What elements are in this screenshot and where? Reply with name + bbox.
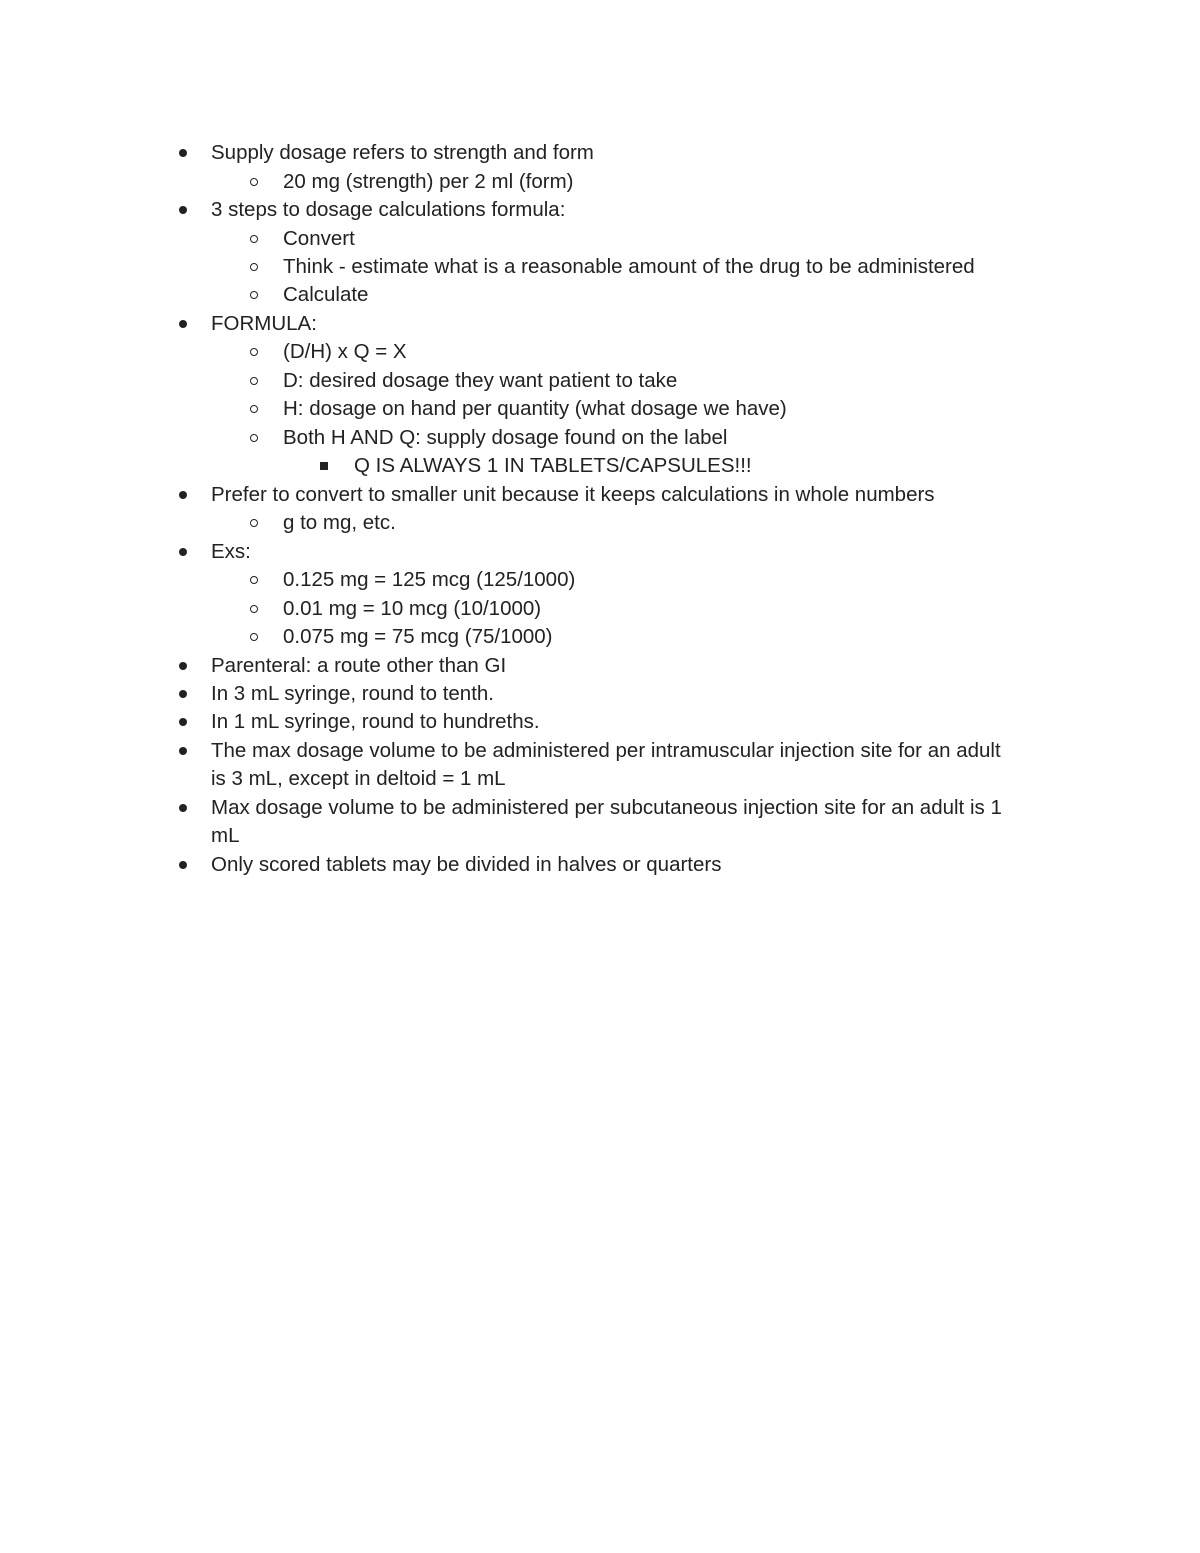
disc-bullet-icon bbox=[179, 690, 187, 698]
list-item-text: 0.01 mg = 10 mcg (10/1000) bbox=[283, 597, 542, 620]
disc-bullet-icon bbox=[179, 320, 187, 328]
list-item-text: 0.075 mg = 75 mcg (75/1000) bbox=[283, 625, 553, 648]
square-bullet-icon bbox=[320, 462, 328, 470]
list-item-text: is 3 mL, except in deltoid = 1 mL bbox=[211, 767, 506, 790]
list-item-text: Exs: bbox=[211, 540, 251, 563]
circle-bullet-icon bbox=[250, 576, 258, 584]
list-item-text: Supply dosage refers to strength and form bbox=[211, 141, 594, 164]
circle-bullet-icon bbox=[250, 633, 258, 641]
list-item-text: Max dosage volume to be administered per subcutaneous injection site for an adult is 1 bbox=[211, 796, 1002, 819]
list-item-text: H: dosage on hand per quantity (what dosage we have) bbox=[283, 397, 787, 420]
disc-bullet-icon bbox=[179, 206, 187, 214]
list-item-text: Q IS ALWAYS 1 IN TABLETS/CAPSULES!!! bbox=[354, 454, 752, 477]
circle-bullet-icon bbox=[250, 519, 258, 527]
circle-bullet-icon bbox=[250, 178, 258, 186]
disc-bullet-icon bbox=[179, 861, 187, 869]
circle-bullet-icon bbox=[250, 235, 258, 243]
disc-bullet-icon bbox=[179, 747, 187, 755]
list-item-text: 20 mg (strength) per 2 ml (form) bbox=[283, 170, 574, 193]
circle-bullet-icon bbox=[250, 405, 258, 413]
list-item-text: D: desired dosage they want patient to take bbox=[283, 369, 678, 392]
list-item-text: In 1 mL syringe, round to hundreths. bbox=[211, 710, 540, 733]
list-item-text: Prefer to convert to smaller unit because it keeps calculations in whole numbers bbox=[211, 483, 935, 506]
list-item-text: Convert bbox=[283, 227, 355, 250]
disc-bullet-icon bbox=[179, 548, 187, 556]
list-item-text: In 3 mL syringe, round to tenth. bbox=[211, 682, 494, 705]
disc-bullet-icon bbox=[179, 718, 187, 726]
list-item-text: FORMULA: bbox=[211, 312, 317, 335]
disc-bullet-icon bbox=[179, 804, 187, 812]
circle-bullet-icon bbox=[250, 434, 258, 442]
circle-bullet-icon bbox=[250, 348, 258, 356]
circle-bullet-icon bbox=[250, 377, 258, 385]
list-item-text: Think - estimate what is a reasonable amount of the drug to be administered bbox=[283, 255, 975, 278]
list-item-text: 3 steps to dosage calculations formula: bbox=[211, 198, 566, 221]
disc-bullet-icon bbox=[179, 149, 187, 157]
circle-bullet-icon bbox=[250, 263, 258, 271]
disc-bullet-icon bbox=[179, 662, 187, 670]
circle-bullet-icon bbox=[250, 291, 258, 299]
list-item-text: Calculate bbox=[283, 283, 369, 306]
list-item-text: 0.125 mg = 125 mcg (125/1000) bbox=[283, 568, 576, 591]
list-item-text: (D/H) x Q = X bbox=[283, 340, 407, 363]
disc-bullet-icon bbox=[179, 491, 187, 499]
list-item-text: Parenteral: a route other than GI bbox=[211, 654, 507, 677]
list-item-text: g to mg, etc. bbox=[283, 511, 396, 534]
list-item-text: The max dosage volume to be administered per intramuscular injection site for an adult bbox=[211, 739, 1001, 762]
list-item-text: mL bbox=[211, 824, 240, 847]
list-item-text: Only scored tablets may be divided in halves or quarters bbox=[211, 853, 722, 876]
circle-bullet-icon bbox=[250, 605, 258, 613]
list-item-text: Both H AND Q: supply dosage found on the label bbox=[283, 426, 728, 449]
